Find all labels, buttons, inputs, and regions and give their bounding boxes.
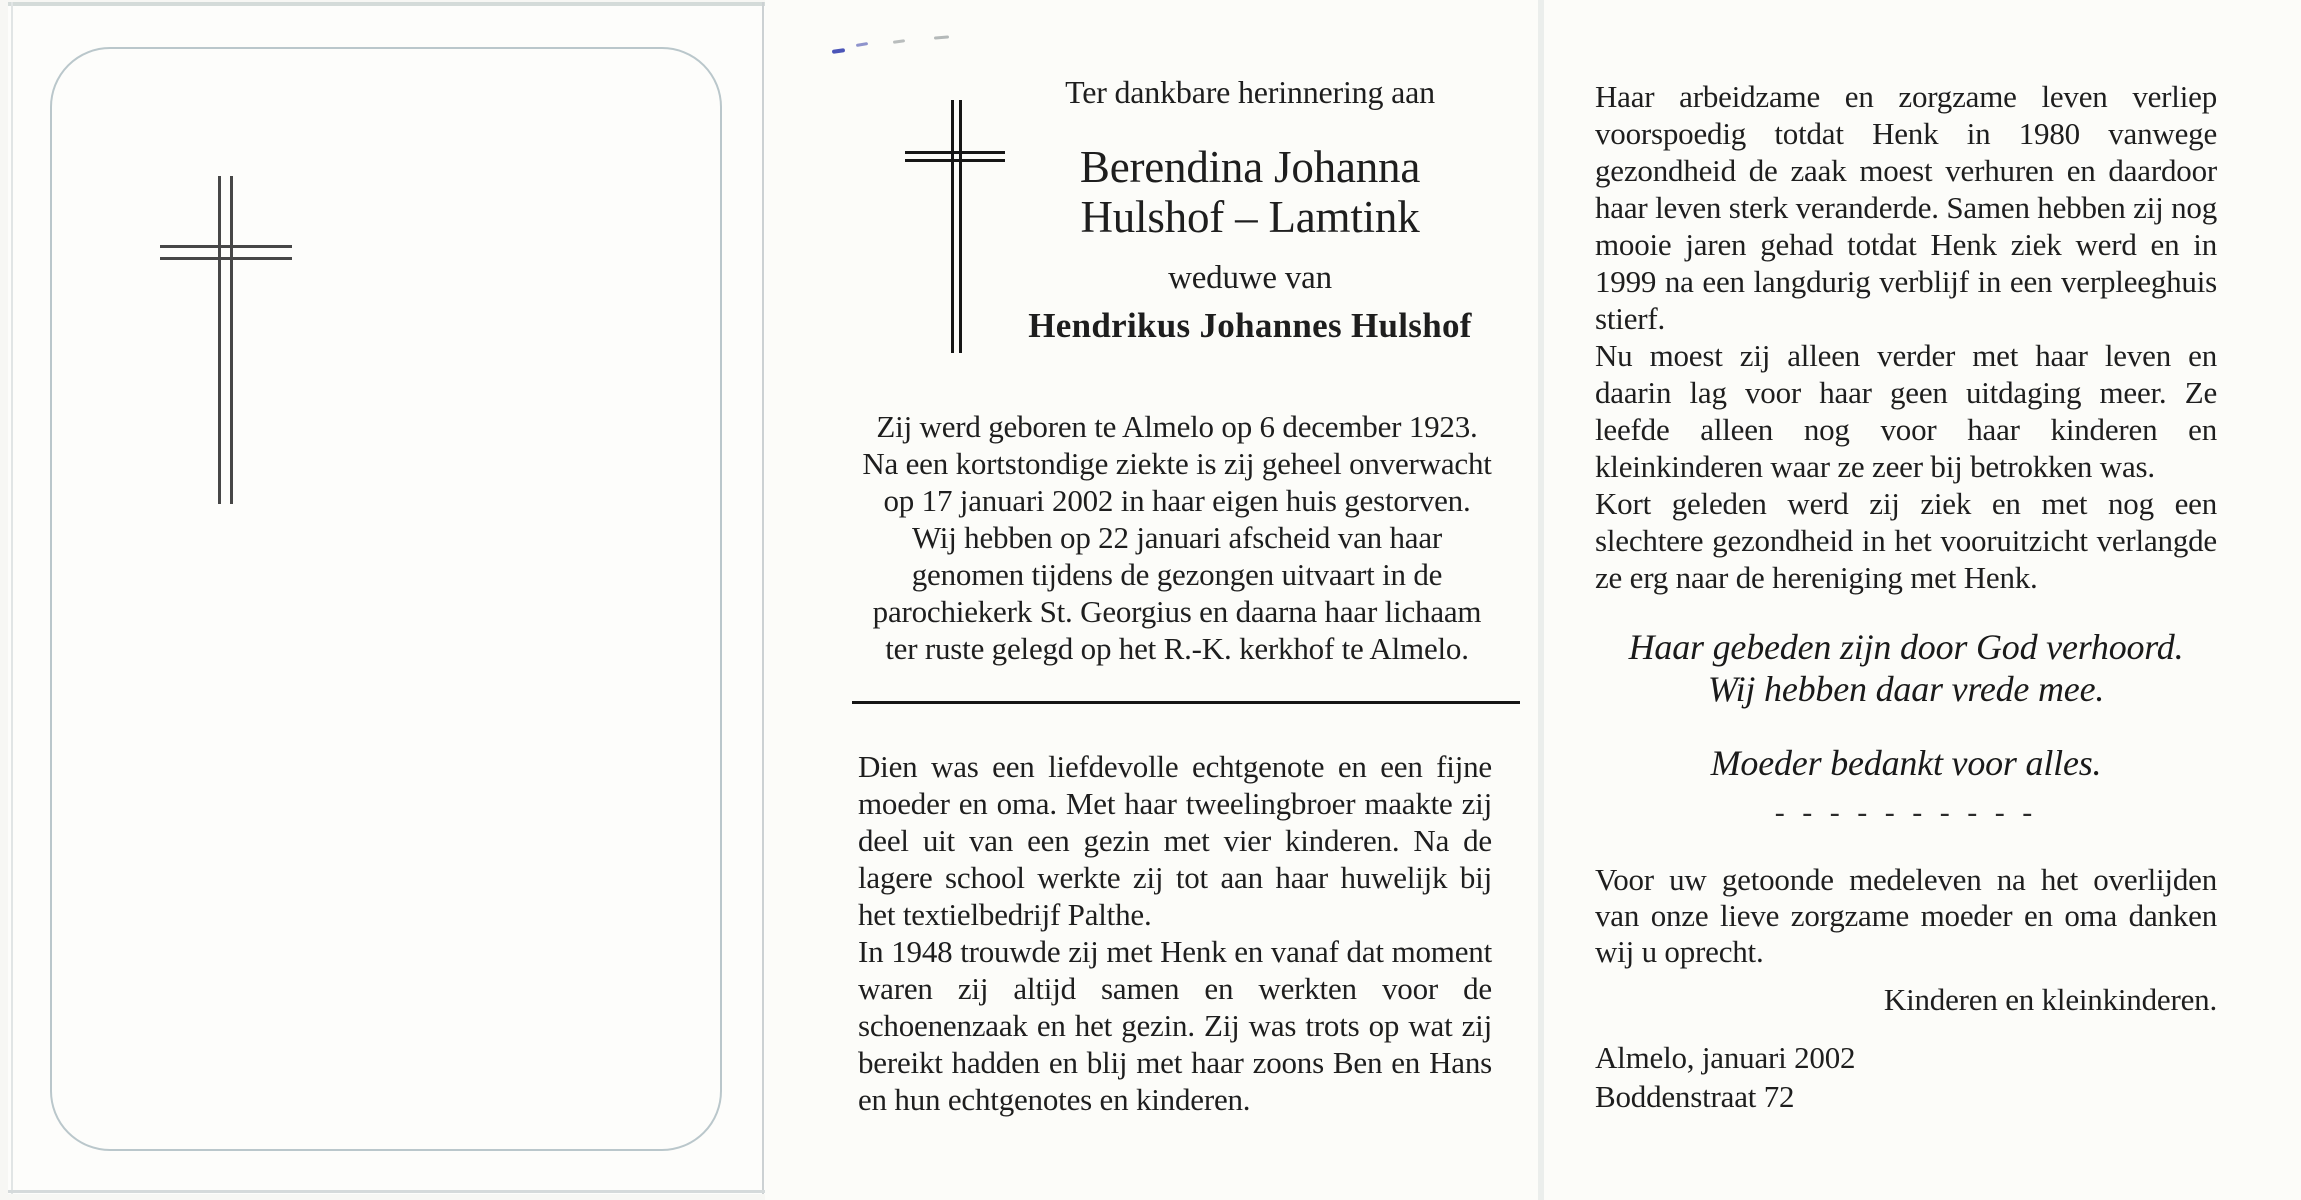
memoir-paragraph-1: Haar arbeidzame en zorgzame leven verliep voorspoedig totdat Henk in 1980 vanwege gezondheid de zaak moest verhuren en daardoor haar leven sterk veranderde. Samen hebben zij nog mooie jaren gehad totdat Henk ziek werd en in 1999 na een langdurig verblijf in een verpleeghuis stierf. xyxy=(1595,79,2217,336)
relation-line: weduwe van xyxy=(1168,260,1332,296)
latin-cross-icon xyxy=(160,176,292,504)
card-front-panel xyxy=(8,2,765,1194)
prayer-line-2: Wij hebben daar vrede mee. xyxy=(1707,669,2105,709)
deceased-name-line1: Berendina Johanna xyxy=(1079,142,1421,192)
life-dates-paragraph: Zij werd geboren te Almelo op 6 december 1923. Na een kortstondige ziekte is zij geheel onverwacht op 17 januari 2002 in haar eigen huis gestorven. Wij hebben op 22 januari afscheid van haar genomen tijdens de gezongen uitvaart in de parochiekerk St. Georgius en daarna haar lichaam ter ruste gelegd op het R.-K. kerkhof te Almelo. xyxy=(862,409,1492,666)
memorial-intro-line: Ter dankbare herinnering aan xyxy=(1065,74,1435,110)
tribute-paragraph-2: In 1948 trouwde zij met Henk en vanaf dat moment waren zij altijd samen en werkten voor de schoenenzaak en het gezin. Zij was trots op wat zij bereikt hadden en blij met haar zoons Ben en Hans en hun echtgenotes en kinderen. xyxy=(858,934,1492,1117)
address-line: Boddenstraat 72 xyxy=(1595,1079,1795,1114)
signature-line: Kinderen en kleinkinderen. xyxy=(1883,982,2217,1017)
cross-line-vertical xyxy=(959,100,962,353)
scan-edge-bottom xyxy=(8,1190,765,1193)
prayer-line-1: Haar gebeden zijn door God verhoord. xyxy=(1628,627,2184,667)
thanks-line: Moeder bedankt voor alles. xyxy=(1710,743,2102,783)
card-inner-border xyxy=(50,47,722,1151)
spouse-name: Hendrikus Johannes Hulshof xyxy=(1028,306,1472,345)
cross-line-vertical xyxy=(951,100,954,353)
cross-line-horizontal xyxy=(160,257,292,260)
memoir-paragraphs xyxy=(1595,78,2217,596)
cross-line-horizontal xyxy=(905,151,1005,154)
tribute-paragraphs xyxy=(858,748,1492,1118)
cross-line-vertical xyxy=(230,176,233,504)
tribute-paragraph-1: Dien was een liefdevolle echtgenote en een fijne moeder en oma. Met haar tweelingbroer maakte zij deel uit van een gezin met vier kinderen. Na de lagere school werkte zij tot aan haar huwelijk bij het textielbedrijf Palthe. xyxy=(858,749,1492,932)
scan-edge-left xyxy=(11,2,13,1194)
scan-edge-top xyxy=(8,2,765,6)
deceased-name xyxy=(1000,142,1500,242)
dashed-divider: - - - - - - - - - - xyxy=(1774,796,2038,829)
prayer-lines xyxy=(1595,626,2217,710)
acknowledgement-paragraph: Voor uw getoonde medeleven na het overlijden van onze lieve zorgzame moeder en oma danken wij u oprecht. xyxy=(1595,862,2217,969)
scan-edge-right xyxy=(762,2,764,1194)
cross-line-horizontal xyxy=(160,245,292,248)
memoir-paragraph-2: Nu moest zij alleen verder met haar leven en daarin lag voor haar geen uitdaging meer. Ze leefde alleen nog voor haar kinderen en kleinkinderen waar ze zeer bij betrokken was. xyxy=(1595,338,2217,484)
colophon xyxy=(1595,1038,2217,1116)
card-fold-line xyxy=(1538,0,1544,1200)
cross-line-vertical xyxy=(218,176,221,504)
horizontal-rule xyxy=(852,701,1520,704)
cross-line-horizontal xyxy=(905,159,1005,162)
memoir-paragraph-3: Kort geleden werd zij ziek en met nog een slechtere gezondheid in het vooruitzicht verlangde ze erg naar de hereniging met Henk. xyxy=(1595,486,2217,595)
deceased-name-line2: Hulshof – Lamtink xyxy=(1080,192,1420,242)
place-date-line: Almelo, januari 2002 xyxy=(1595,1040,1856,1075)
